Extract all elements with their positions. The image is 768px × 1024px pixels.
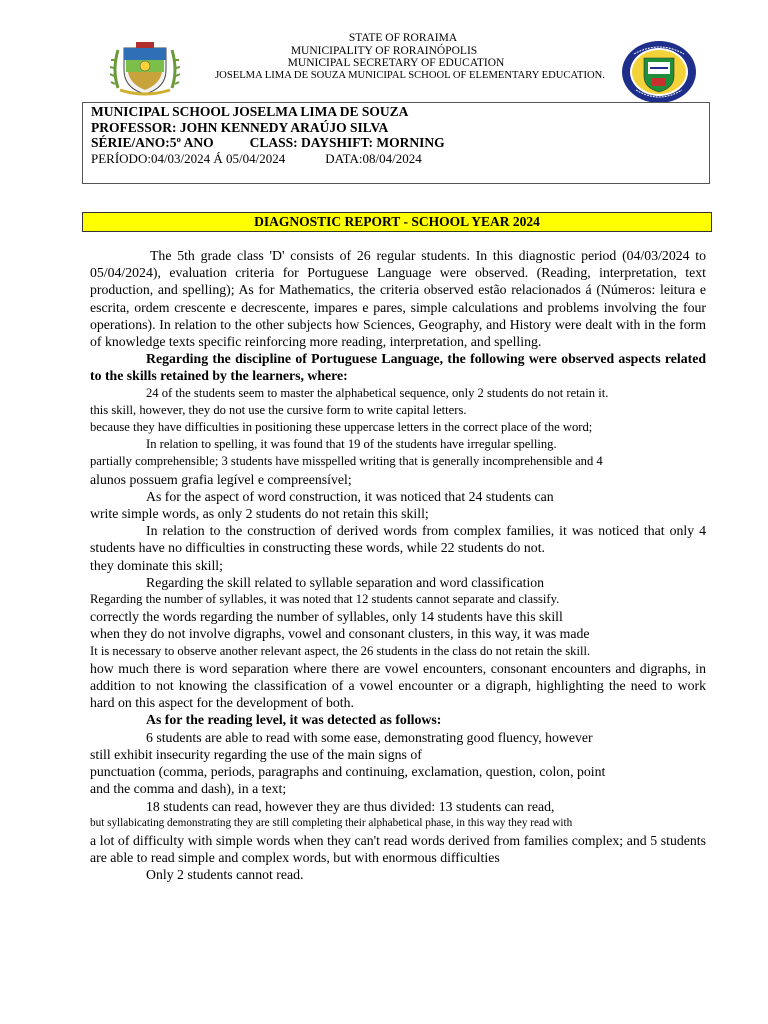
info-data: DATA:08/04/2024 [325, 150, 422, 166]
paragraph-reading-heading: As for the reading level, it was detected as follows: [146, 712, 442, 728]
paragraph-reading-7: a lot of difficulty with simple words when they can't read words derived from families complex; and 5 students are able to read simple and complex words, but with enormous difficulties [90, 832, 706, 866]
paragraph-reading-5: 18 students can read, however they are thus divided: 13 students can read, [146, 798, 555, 814]
header-state: STATE OF RORAIMA [348, 32, 458, 44]
paragraph-reading-3: punctuation (comma, periods, paragraphs and continuing, exclamation, question, colon, point [90, 764, 606, 780]
header-municipality: MUNICIPALITY OF RORAINÓPOLIS [290, 44, 478, 57]
paragraph-syllable-3: correctly the words regarding the number of syllables, only 14 students have this skill [90, 609, 563, 625]
info-class: CLASS: DAYSHIFT: MORNING [249, 135, 445, 150]
paragraph-spelling-1: In relation to spelling, it was found that 19 of the students have irregular spelling. [146, 437, 557, 452]
paragraph-spelling-3: alunos possuem grafia legível e compreensível; [90, 471, 352, 487]
paragraph-construction-1: As for the aspect of word construction, it was noticed that 24 students can [146, 488, 554, 504]
info-periodo: PERÍODO:04/03/2024 Á 05/04/2024 [91, 150, 286, 166]
paragraph-cannot-read: Only 2 students cannot read. [146, 867, 304, 883]
paragraph-reading-4: and the comma and dash), in a text; [90, 781, 287, 797]
paragraph-reading-6: but syllabicating demonstrating they are still completing their alphabetical phase, in this way they read with [90, 816, 573, 829]
paragraph-alphabet-2: this skill, however, they do not use the cursive form to write capital letters. [90, 402, 467, 417]
info-period-date [91, 151, 701, 167]
document-header [0, 32, 768, 82]
paragraph-spelling-2: partially comprehensible; 3 students have misspelled writing that is generally incomprehensible and 4 [90, 454, 603, 469]
paragraph-syllable-4: when they do not involve digraphs, vowel and consonant clusters, in this way, it was made [90, 626, 590, 642]
report-title: DIAGNOSTIC REPORT - SCHOOL YEAR 2024 [82, 212, 712, 232]
paragraph-alphabet-1: 24 of the students seem to master the alphabetical sequence, only 2 students do not retain it. [146, 385, 609, 400]
report-body [90, 247, 706, 884]
info-professor: PROFESSOR: JOHN KENNEDY ARAÚJO SILVA [91, 119, 389, 135]
info-school: MUNICIPAL SCHOOL JOSELMA LIMA DE SOUZA [91, 104, 409, 119]
paragraph-derived-1: In relation to the construction of derived words from complex families, it was noticed that only 4 students have no difficulties in constructing these words, while 22 students do not. [90, 523, 706, 556]
paragraph-construction-2: write simple words, as only 2 students do not retain this skill; [90, 506, 429, 522]
info-serie: SÉRIE/ANO:5º ANO [91, 135, 214, 150]
school-info-box [82, 102, 710, 184]
paragraph-syllable-6: how much there is word separation where there are vowel encounters, consonant encounters and digraphs, in addition to not knowing the classification of a vowel encounter or a digraph, highlighting the need to work hard on this aspect for the development of both. [90, 660, 706, 711]
paragraph-syllable-1: Regarding the skill related to syllable separation and word classification [146, 574, 545, 590]
paragraph-syllable-5: It is necessary to observe another relevant aspect, the 26 students in the class do not retain the skill. [90, 643, 591, 658]
paragraph-intro: The 5th grade class 'D' consists of 26 regular students. In this diagnostic period (04/03/2024 to 05/04/2024), evaluation criteria for Portuguese Language were observed. (Reading, interpretation, text production, and spelling); As for Mathematics, the criteria observed estão relacionados á (Números: leitura e escrita, ordem crescente e decrescente, impares e pares, simple calculations and problems involving the four operations). In relation to the other subjects how Sciences, Geography, and History were dealt with in the form of knowledge texts specific reinforcing more reading, interpretation, and spelling. [90, 248, 706, 350]
paragraph-reading-1: 6 students are able to read with some ease, demonstrating good fluency, however [146, 729, 593, 745]
header-secretary: MUNICIPAL SECRETARY OF EDUCATION [287, 57, 505, 69]
paragraph-syllable-2: Regarding the number of syllables, it was noted that 12 students cannot separate and classify. [90, 592, 560, 607]
paragraph-reading-2: still exhibit insecurity regarding the use of the main signs of [90, 746, 422, 762]
paragraph-derived-2: they dominate this skill; [90, 557, 223, 573]
paragraph-alphabet-3: because they have difficulties in positioning these uppercase letters in the correct place of the word; [90, 420, 593, 435]
header-school: JOSELMA LIMA DE SOUZA MUNICIPAL SCHOOL OF ELEMENTARY EDUCATION. [215, 69, 605, 81]
info-serie-class [91, 135, 701, 151]
paragraph-portuguese-heading: Regarding the discipline of Portuguese Language, the following were observed aspects related to the skills retained by the learners, where: [90, 351, 706, 384]
